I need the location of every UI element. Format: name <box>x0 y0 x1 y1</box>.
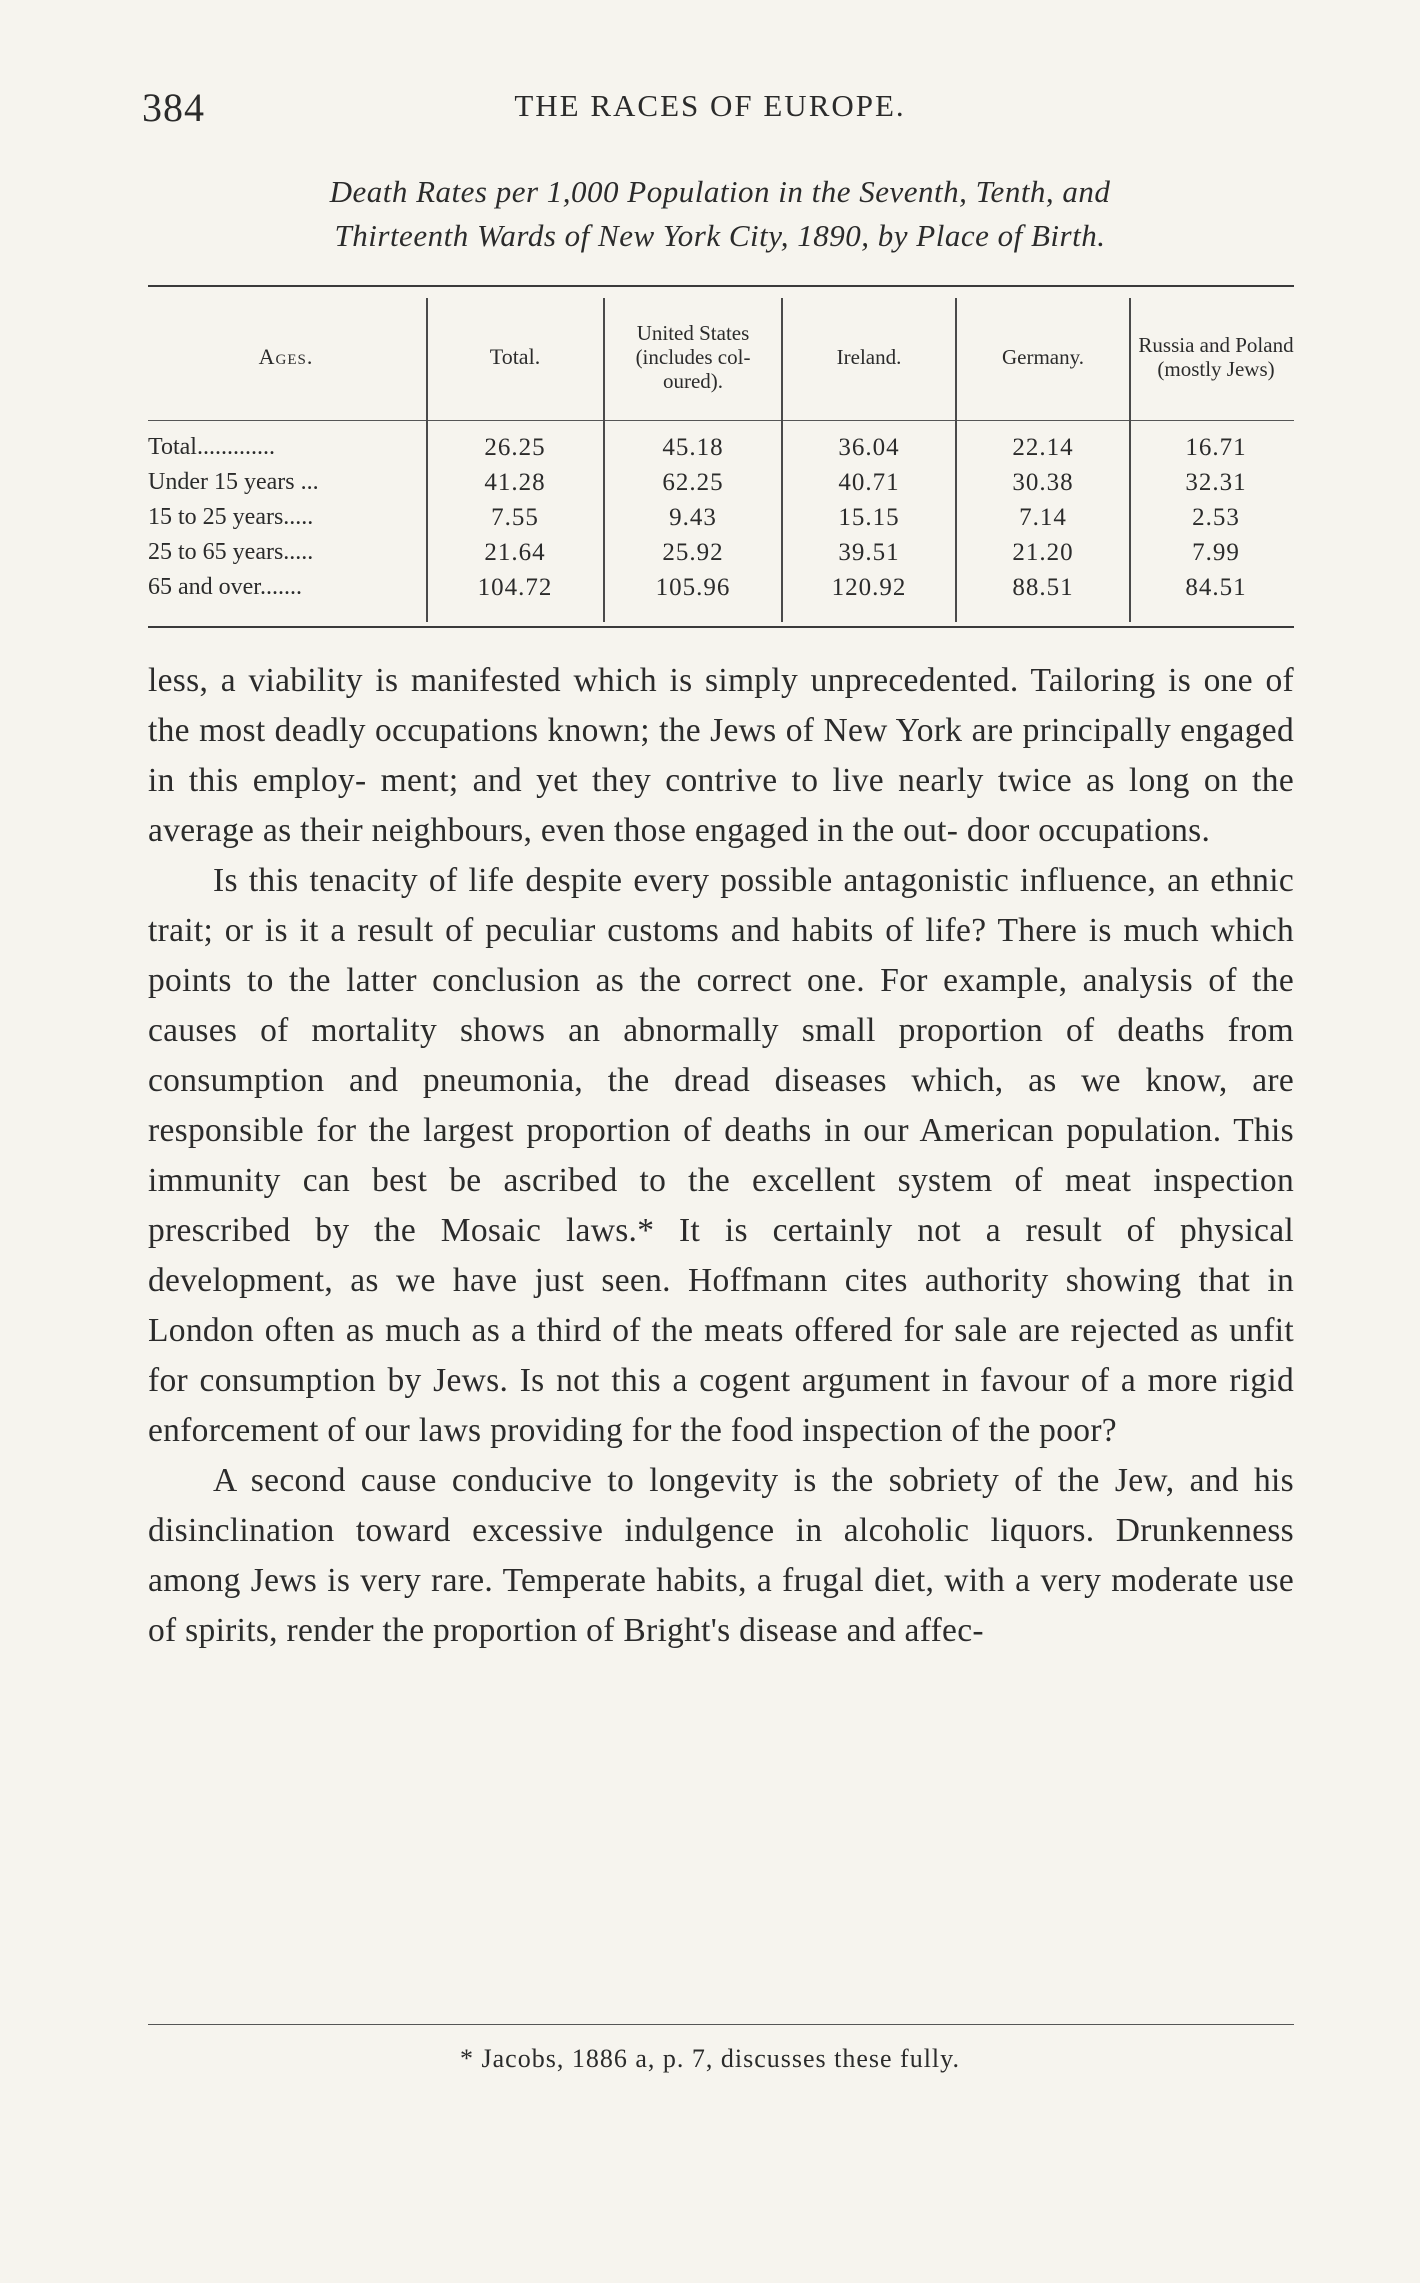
footnote: * Jacobs, 1886 a, p. 7, discusses these fully. <box>460 2044 960 2073</box>
cell: 7.99 <box>1192 539 1240 566</box>
column-header-total: Total. <box>489 344 541 369</box>
row-label-total: Total............. <box>148 434 275 460</box>
table-caption <box>150 170 1290 258</box>
cell: 105.96 <box>655 574 731 601</box>
row-label-15-to-25: 15 to 25 years..... <box>148 504 314 530</box>
column-divider <box>1129 298 1131 622</box>
cell: 7.55 <box>491 504 539 531</box>
row-label-65-and-over: 65 and over....... <box>148 574 302 600</box>
cell: 21.20 <box>1012 539 1074 566</box>
column-header-united-states: United States (includes col- oured). <box>635 321 751 393</box>
cell: 16.71 <box>1185 434 1247 461</box>
cell: 9.43 <box>669 504 717 531</box>
footnote-rule <box>148 2024 1294 2025</box>
cell: 25.92 <box>662 539 724 566</box>
cell: 62.25 <box>662 469 724 496</box>
column-header-ireland: Ireland. <box>836 345 902 369</box>
cell: 84.51 <box>1185 574 1247 601</box>
cell: 15.15 <box>838 504 900 531</box>
cell: 41.28 <box>484 469 546 496</box>
paragraph: less, a viability is manifested which is simply unprecedented. Tailoring is one of the most deadly occupations known; the Jews of New York are principally engaged in this employ- ment; and yet they contrive to live nearly twice as long on the average as their neighbours, even those engaged in the out- door occupations. <box>148 662 1294 849</box>
cell: 21.64 <box>484 539 546 566</box>
table-bottom-rule <box>148 626 1294 628</box>
cell: 39.51 <box>838 539 900 566</box>
body-text <box>148 656 1294 1656</box>
running-head: THE RACES OF EUROPE. <box>514 88 906 123</box>
column-divider <box>603 298 605 622</box>
page-number: 384 <box>142 85 205 130</box>
table-caption-line-2: Thirteenth Wards of New York City, 1890, by Place of Birth. <box>334 218 1106 253</box>
cell: 22.14 <box>1012 434 1074 461</box>
column-header-germany: Germany. <box>1001 345 1085 369</box>
paragraph: A second cause conducive to longevity is the sobriety of the Jew, and his disinclination toward excessive indulgence in alcoholic liquors. Drunkenness among Jews is very rare. Temperate habits, a frugal diet, with a very moderate use of spirits, render the proportion of Bright's disease and affec- <box>148 1462 1294 1649</box>
column-header-ages: Ages. <box>258 344 314 369</box>
paragraph: Is this tenacity of life despite every possible antagonistic influence, an ethnic trait; or is it a result of peculiar customs and habits of life? There is much which points to the latter conclusion as the correct one. For example, analysis of the causes of mortality shows an abnormally small proportion of deaths from consumption and pneumonia, the dread diseases which, as we know, are responsible for the largest proportion of deaths in our American population. This immunity can best be ascribed to the excellent system of meat inspection prescribed by the Mosaic laws.* It is certainly not a result of physical development, as we have just seen. Hoffmann cites authority showing that in London often as much as a third of the meats offered for sale are rejected as unfit for consumption by Jews. Is not this a cogent argument in favour of a more rigid enforcement of our laws providing for the food inspection of the poor? <box>148 862 1294 1449</box>
cell: 2.53 <box>1192 504 1240 531</box>
cell: 7.14 <box>1019 504 1067 531</box>
cell: 45.18 <box>662 434 724 461</box>
table-caption-line-1: Death Rates per 1,000 Population in the Seventh, Tenth, and <box>329 174 1111 209</box>
cell: 88.51 <box>1012 574 1074 601</box>
table-top-rule <box>148 285 1294 287</box>
row-label-under-15: Under 15 years ... <box>148 469 319 495</box>
cell: 104.72 <box>477 574 553 601</box>
column-divider <box>781 298 783 622</box>
cell: 120.92 <box>831 574 907 601</box>
row-label-25-to-65: 25 to 65 years..... <box>148 539 314 565</box>
cell: 40.71 <box>838 469 900 496</box>
cell: 36.04 <box>838 434 900 461</box>
column-divider <box>955 298 957 622</box>
cell: 26.25 <box>484 434 546 461</box>
cell: 30.38 <box>1012 469 1074 496</box>
column-header-russia-poland: Russia and Poland (mostly Jews) <box>1138 333 1294 381</box>
cell: 32.31 <box>1185 469 1247 496</box>
table-header-rule <box>148 420 1294 421</box>
